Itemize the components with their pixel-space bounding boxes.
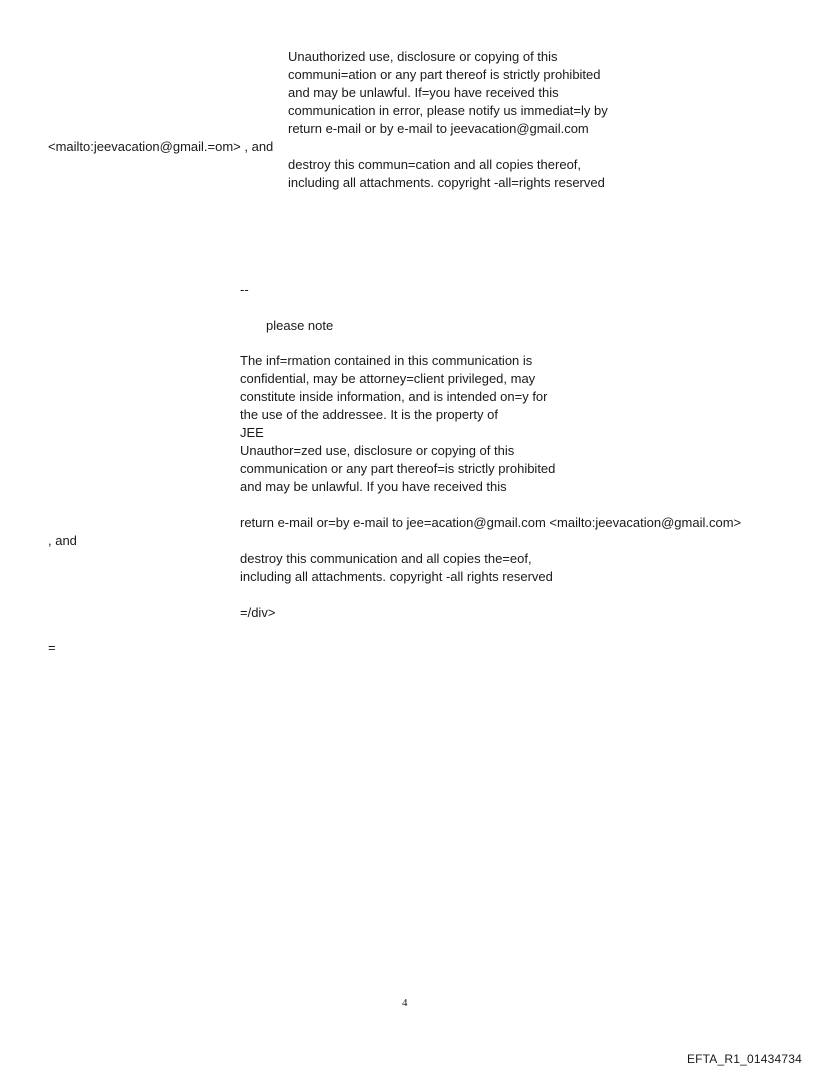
text-line: destroy this communication and all copies the=eof, xyxy=(240,551,532,566)
return-line: return e-mail or=by e-mail to jee=acation@gmail.com <mailto:jeevacation@gmail.com> xyxy=(240,515,742,530)
trailing-equals: = xyxy=(48,640,56,655)
text-line: Unauthor=zed use, disclosure or copying of this xyxy=(240,443,515,458)
text-line: communication in error, please notify us immediat=ly by xyxy=(288,103,608,118)
text-line: including all attachments. copyright -all=rights reserved xyxy=(288,175,605,190)
text-line: The inf=rmation contained in this communication is xyxy=(240,353,533,368)
text-line: destroy this commun=cation and all copies thereof, xyxy=(288,157,582,172)
div-close-line: =/div> xyxy=(240,605,276,620)
page-number: 4 xyxy=(402,997,408,1009)
text-line: including all attachments. copyright -all rights reserved xyxy=(240,569,553,584)
text-line: return e-mail or by e-mail to jeevacation@gmail.com xyxy=(288,121,589,136)
text-line: Unauthorized use, disclosure or copying of this xyxy=(288,49,558,64)
separator: -- xyxy=(240,282,249,297)
text-line: communi=ation or any part thereof is strictly prohibited xyxy=(288,67,601,82)
note-heading: please note xyxy=(266,318,334,333)
and-line: , and xyxy=(48,533,77,548)
text-line: confidential, may be attorney=client privileged, may xyxy=(240,371,536,386)
text-line: constitute inside information, and is intended on=y for xyxy=(240,389,548,404)
text-line: and may be unlawful. If you have received this xyxy=(240,479,507,494)
document-id: EFTA_R1_01434734 xyxy=(686,1052,802,1066)
text-line: the use of the addressee. It is the property of xyxy=(240,407,498,422)
text-line: JEE xyxy=(240,425,264,440)
text-line: and may be unlawful. If=you have received this xyxy=(288,85,559,100)
mailto-line: <mailto:jeevacation@gmail.=om> , and xyxy=(48,139,274,154)
text-line: communication or any part thereof=is strictly prohibited xyxy=(240,461,556,476)
